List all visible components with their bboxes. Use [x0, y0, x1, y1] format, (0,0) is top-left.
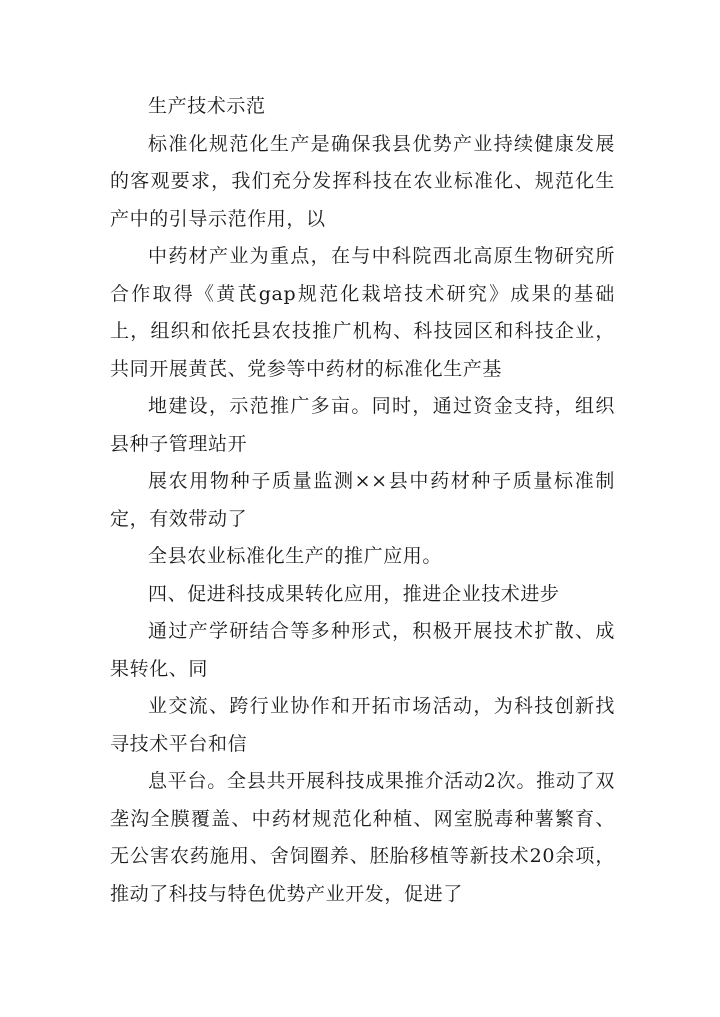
paragraph: 通过产学研结合等多种形式，积极开展技术扩散、成果转化、同 [110, 620, 615, 680]
paragraph: 业交流、跨行业协作和开拓市场活动，为科技创新找寻技术平台和信 [110, 695, 615, 755]
paragraph: 息平台。全县共开展科技成果推介活动2次。推动了双垄沟全膜覆盖、中药材规范化种植、网室脱毒种薯繁育、无公害农药施用、舍饲圈养、胚胎移植等新技术20余项，推动了科技与特色优势产业开发，促进了 [110, 770, 615, 905]
section-heading: 四、促进科技成果转化应用，推进企业技术进步 [148, 582, 560, 605]
paragraph: 地建设，示范推广多亩。同时，通过资金支持，组织县种子管理站开 [110, 395, 615, 455]
paragraph: 全县农业标准化生产的推广应用。 [148, 545, 443, 567]
paragraph: 中药材产业为重点，在与中科院西北高原生物研究所合作取得《黄芪gap规范化栽培技术研究》成果的基础上，组织和依托县农技推广机构、科技园区和科技企业，共同开展黄芪、党参等中药材的标准化生产基 [110, 245, 615, 380]
paragraph: 展农用物种子质量监测××县中药材种子质量标准制定，有效带动了 [110, 470, 615, 530]
paragraph: 标准化规范化生产是确保我县优势产业持续健康发展的客观要求，我们充分发挥科技在农业标准化、规范化生产中的引导示范作用，以 [110, 132, 615, 230]
document-body [110, 88, 615, 913]
paragraph: 生产技术示范 [148, 95, 266, 117]
